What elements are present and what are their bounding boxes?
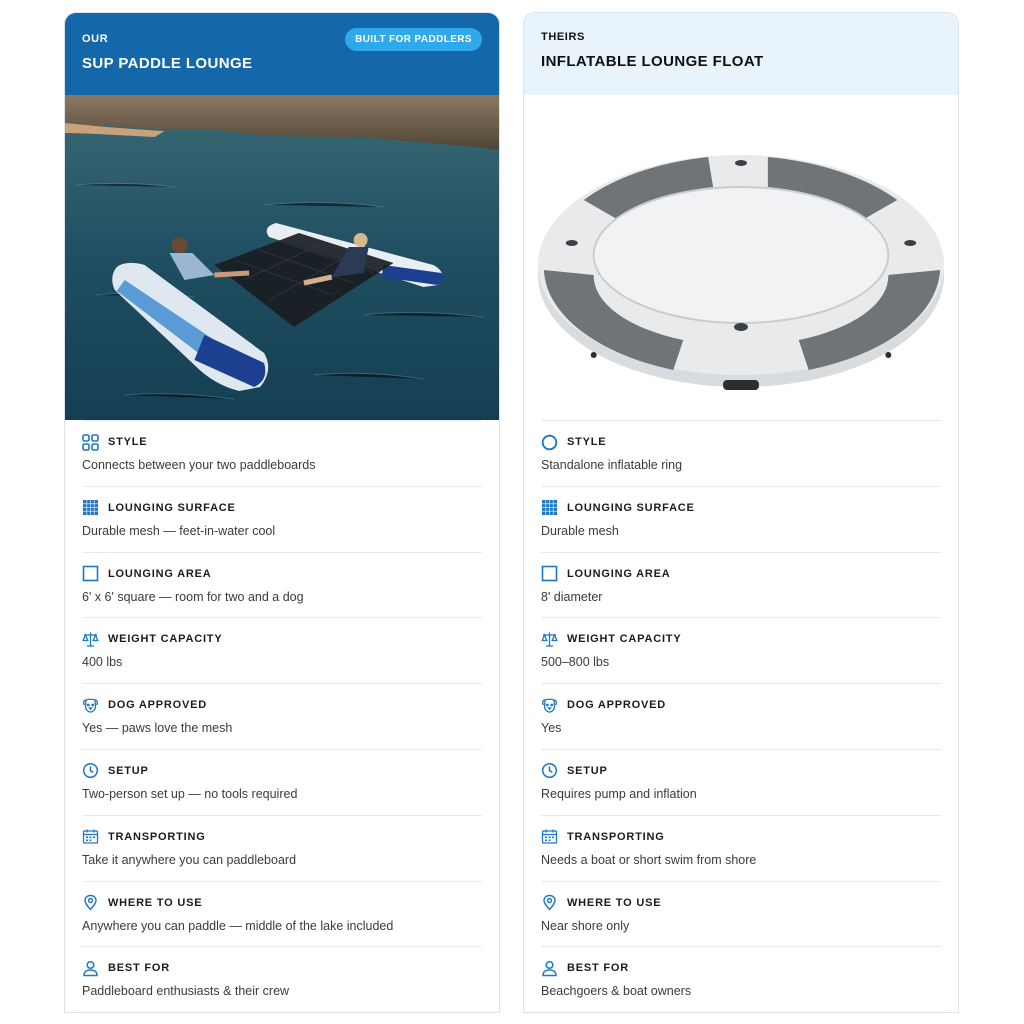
- spec-value: Take it anywhere you can paddleboard: [82, 852, 297, 867]
- our-eyebrow: OUR: [82, 33, 109, 45]
- their-product-image: [524, 95, 958, 420]
- spec-row-header: [82, 565, 482, 583]
- our-product-image: [65, 95, 499, 420]
- spec-row-best-for: [82, 946, 482, 1012]
- spec-value: Yes — paws love the mesh: [82, 721, 233, 736]
- their-eyebrow: THEIRS: [541, 31, 585, 43]
- spec-label: BEST FOR: [567, 962, 630, 975]
- spec-row-weight-capacity: [82, 617, 482, 683]
- mesh-icon: [82, 499, 99, 516]
- dog-icon: [82, 697, 99, 714]
- spec-value: 500–800 lbs: [541, 655, 610, 670]
- calendar-icon: [82, 828, 99, 845]
- spec-label: WEIGHT CAPACITY: [567, 633, 682, 646]
- spec-label: TRANSPORTING: [108, 830, 206, 843]
- their-product-title: INFLATABLE LOUNGE FLOAT: [541, 53, 764, 70]
- dog-icon: [541, 697, 558, 714]
- square-icon: [82, 565, 99, 582]
- spec-value: 8' diameter: [541, 589, 603, 604]
- location-pin-icon: [541, 894, 558, 911]
- their-product-card: [523, 12, 959, 1013]
- spec-row-header: [82, 433, 482, 451]
- spec-value: Durable mesh — feet-in-water cool: [82, 523, 276, 538]
- spec-row-header: [82, 828, 482, 846]
- person-icon: [541, 960, 558, 977]
- spec-label: WEIGHT CAPACITY: [108, 633, 223, 646]
- spec-row-header: [82, 696, 482, 714]
- our-spec-list: [65, 420, 499, 1012]
- spec-row-lounging-area: [541, 552, 941, 618]
- spec-value: Requires pump and inflation: [541, 786, 697, 801]
- spec-value: Near shore only: [541, 918, 630, 933]
- spec-value: Standalone inflatable ring: [541, 458, 683, 472]
- spec-row-dog-approved: [541, 683, 941, 749]
- spec-row-header: [82, 499, 482, 517]
- spec-row-setup: [82, 749, 482, 815]
- grid-icon: [82, 434, 99, 451]
- spec-row-header: [82, 959, 482, 977]
- spec-value: Two-person set up — no tools required: [82, 786, 298, 801]
- spec-row-best-for: [541, 946, 941, 1012]
- spec-row-header: [541, 433, 941, 451]
- spec-value: Beachgoers & boat owners: [541, 984, 692, 999]
- spec-value: Connects between your two paddleboards: [82, 458, 316, 472]
- our-product-card: [64, 12, 500, 1013]
- spec-label: LOUNGING AREA: [567, 567, 671, 580]
- scale-icon: [82, 631, 99, 648]
- scale-icon: [541, 631, 558, 648]
- spec-value: Durable mesh: [541, 523, 619, 538]
- spec-row-header: [541, 499, 941, 517]
- spec-row-lounging-area: [82, 552, 482, 618]
- spec-label: WHERE TO USE: [567, 896, 662, 909]
- location-pin-icon: [82, 894, 99, 911]
- built-for-paddlers-badge: BUILT FOR PADDLERS: [345, 28, 482, 51]
- spec-label: WHERE TO USE: [108, 896, 203, 909]
- spec-label: SETUP: [108, 764, 149, 777]
- spec-row-header: [82, 630, 482, 648]
- spec-row-where-to-use: [541, 881, 941, 947]
- spec-row-style: [82, 420, 482, 486]
- spec-row-header: [541, 762, 941, 780]
- spec-row-header: [82, 762, 482, 780]
- circle-icon: [541, 434, 558, 451]
- spec-row-header: [82, 894, 482, 912]
- spec-value: Yes: [541, 721, 562, 736]
- spec-label: DOG APPROVED: [567, 699, 667, 712]
- spec-row-header: [541, 894, 941, 912]
- spec-value: 6' x 6' square — room for two and a dog: [82, 589, 304, 604]
- square-icon: [541, 565, 558, 582]
- spec-label: TRANSPORTING: [567, 830, 665, 843]
- person-icon: [82, 960, 99, 977]
- spec-label: DOG APPROVED: [108, 699, 208, 712]
- spec-row-header: [541, 959, 941, 977]
- spec-label: STYLE: [108, 436, 148, 448]
- spec-row-transporting: [82, 815, 482, 881]
- their-spec-list: [524, 420, 958, 1012]
- clock-icon: [541, 762, 558, 779]
- our-card-header: [65, 13, 499, 95]
- spec-label: LOUNGING SURFACE: [567, 501, 695, 514]
- spec-row-weight-capacity: [541, 617, 941, 683]
- spec-row-lounging-surface: [541, 486, 941, 552]
- spec-value: Paddleboard enthusiasts & their crew: [82, 984, 290, 999]
- spec-row-lounging-surface: [82, 486, 482, 552]
- mesh-icon: [541, 499, 558, 516]
- spec-row-header: [541, 828, 941, 846]
- spec-row-style: [541, 420, 941, 486]
- spec-value: Anywhere you can paddle — middle of the lake included: [82, 918, 394, 933]
- spec-row-setup: [541, 749, 941, 815]
- calendar-icon: [541, 828, 558, 845]
- spec-value: Needs a boat or short swim from shore: [541, 852, 757, 867]
- spec-label: SETUP: [567, 764, 608, 777]
- spec-row-header: [541, 696, 941, 714]
- spec-row-header: [541, 565, 941, 583]
- our-product-title: SUP PADDLE LOUNGE: [82, 55, 253, 72]
- clock-icon: [82, 762, 99, 779]
- their-card-header: [524, 13, 958, 95]
- spec-label: LOUNGING AREA: [108, 567, 212, 580]
- spec-row-where-to-use: [82, 881, 482, 947]
- spec-label: LOUNGING SURFACE: [108, 501, 236, 514]
- spec-label: STYLE: [567, 436, 607, 448]
- spec-row-header: [541, 630, 941, 648]
- spec-label: BEST FOR: [108, 962, 171, 975]
- spec-row-dog-approved: [82, 683, 482, 749]
- spec-row-transporting: [541, 815, 941, 881]
- spec-value: 400 lbs: [82, 655, 123, 670]
